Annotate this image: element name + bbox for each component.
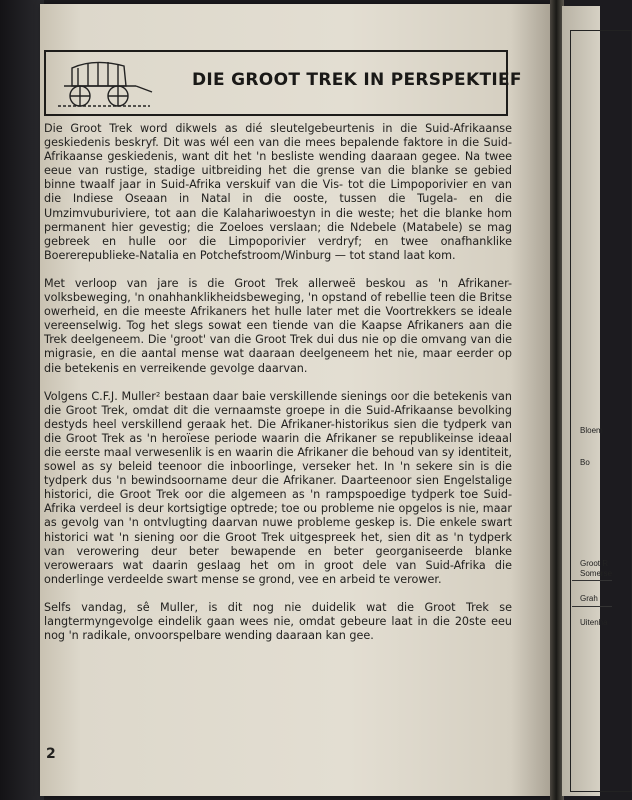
paragraph-1: Die Groot Trek word dikwels as dié sleutelgebeurtenis in die Suid-Afrikaanse geskiedenis beskryf. Dit was wél een van die mees bepalende faktore in die Suid-Afrikaanse geskiedenis, want dit het 'n besliste wending daaraan gegee. Na twee eeue van rustige, stadige uitbreiding het die grense van die blanke se gebied binne twaalf jaar in Suid-Afrika verskuif van die Vis- tot die Limpoporivier en van die Indiese Oseaan in Natal in die ooste, tussen die Tugela- en die Umzimvuburiviere, tot aan die Kalahariwoestyn in die weste; het die blanke hom permanent hier gevestig; die Zoeloes verslaan; die Ndebele (Matabele) se mag gebreek en hulle oor die Limpoporivier verdryf; en twee onafhanklike Boererepublieke-Natalia en Potchefstroom/Winburg — tot stand laat kom.	[44, 122, 512, 262]
page-number: 2	[46, 746, 56, 762]
map-label: Grah	[580, 594, 598, 603]
chapter-header	[44, 50, 522, 116]
map-label: Bo	[580, 458, 590, 467]
facing-page-map-frame	[570, 30, 632, 792]
facing-page	[562, 6, 613, 796]
map-line	[572, 580, 612, 581]
map-line	[572, 606, 612, 607]
paragraph-2: Met verloop van jare is die Groot Trek allerweë beskou as 'n Afrikaner-volksbeweging, 'n onahhanklikheidsbeweging, 'n opstand of rebellie teen die Britse owerheid, en die meeste Afrikaners het hulle later met die Voortrekkers se ideale vereenselwig. Tog het slegs sowat een tiende van die Kaapse Afrikaners aan die Trek deelgeneem. Die 'groot' van die Groot Trek dui dus nie op die omvang van die migrasie, en die aantal mense wat daaraan deelgeneem het nie, maar eerder op die betekenis en verreikende gevolge daarvan.	[44, 276, 512, 375]
map-label: Somerse	[580, 569, 613, 578]
page-title: DIE GROOT TREK IN PERSPEKTIEF	[192, 70, 522, 90]
ox-wagon-icon	[54, 56, 154, 110]
body-text	[44, 122, 512, 657]
map-label: Uitenha	[580, 618, 608, 627]
paragraph-4: Selfs vandag, sê Muller, is dit nog nie duidelik wat die Groot Trek se langtermyngevolge eindelik gaan wees nie, omdat gebeure laat in die 20ste eeu nog 'n radikale, onvoorspelbare wending daaraan kan gee.	[44, 600, 512, 643]
background-left	[0, 0, 44, 800]
map-label: Groot R	[580, 559, 609, 568]
paragraph-3: Volgens C.F.J. Muller² bestaan daar baie verskillende sienings oor die betekenis van die Groot Trek, omdat dit die vernaamste groepe in die Suid-Afrikaanse bevolking destyds heel verskillend geraak het. Die Afrikaner-historikus sien die tydperk van die Groot Trek as 'n heroïese periode waarin die Afrikaner se republikeinse ideaal die eerste maal verwesenlik is en waarin die Afrikaner die behoud van sy identiteit, sowel as sy beleid teenoor die inboorlinge, verseker het. In 'n sekere sin is die tydperk dus 'n bewindsoorname deur die Afrikaner. Daarteenoor sien Engelstalige historici, die Groot Trek oor die algemeen as 'n rampspoedige tydperk toe Suid-Afrika verdeel is deur kortsigtige optrede; toe ou probleme nie opgelos is nie, maar as gevolg van 'n ontvlugting daarvan nuwe probleme geskep is. Die enkele swart historici wat 'n siening oor die Groot Trek uitgespreek het, sien dit as 'n tydperk van verowering deur beter bewapende en beter georganiseerde blanke veroweraars wat daarin geslaag het om in groot dele van Suid-Afrika die onderlinge verdeelde swart mense se grond, vee en arbeid te verower.	[44, 389, 512, 586]
map-label: Bloem	[580, 426, 603, 435]
